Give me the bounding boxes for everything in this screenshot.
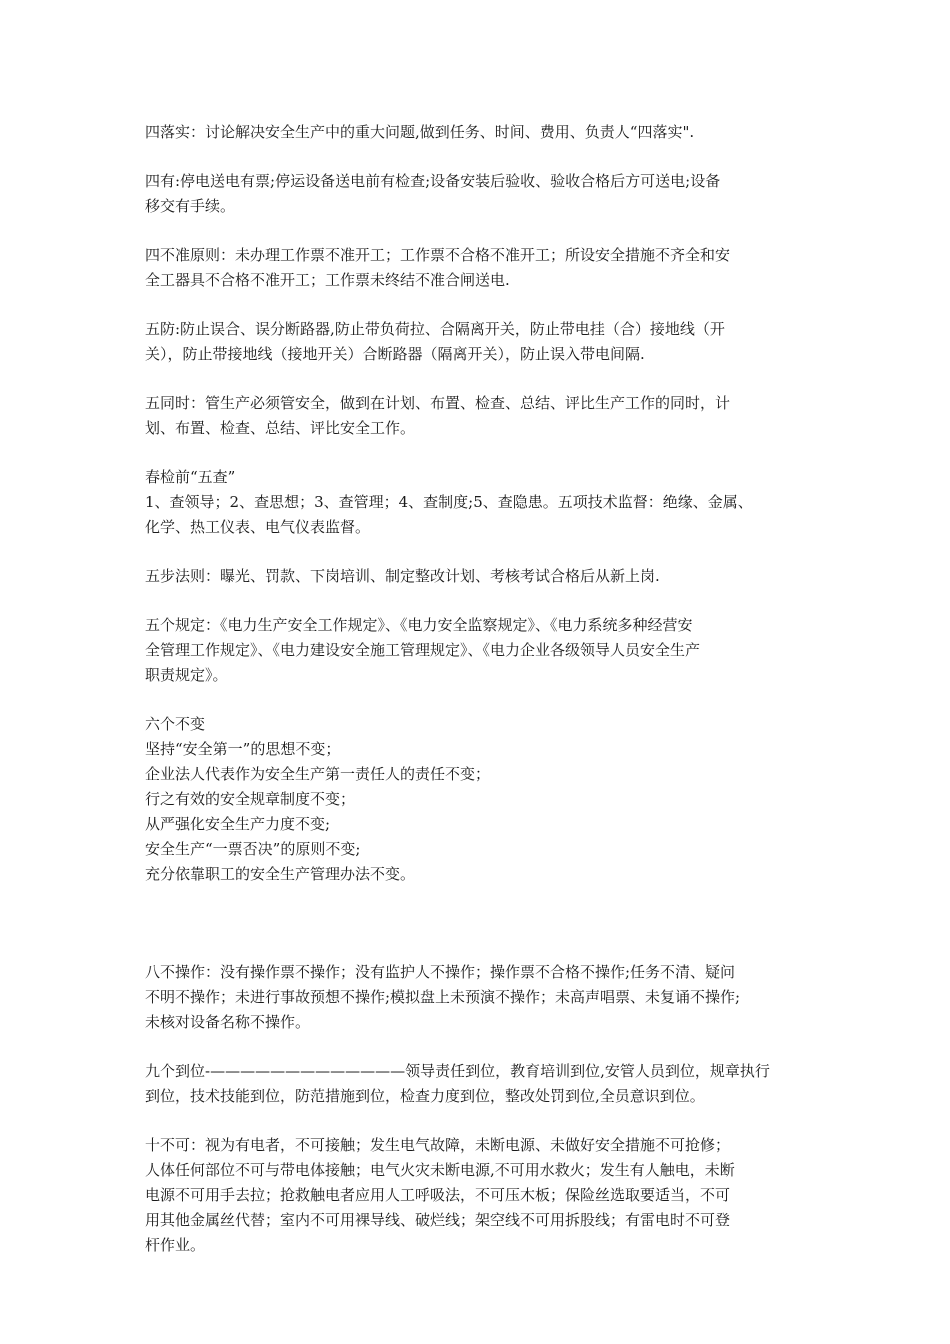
paragraph (145, 243, 815, 293)
text-line: 六个不变 (145, 715, 206, 733)
document-body (145, 120, 815, 1282)
text-line: 春检前“五查” (145, 468, 236, 486)
text-line: 从严强化安全生产力度不变; (145, 815, 331, 833)
section-spacer (145, 911, 815, 960)
paragraph (145, 960, 815, 1035)
text-line: 五同时：管生产必须管安全，做到在计划、布置、检查、总结、评比生产工作的同时，计 (145, 394, 731, 412)
text-line: 安全生产“一票否决”的原则不变; (145, 840, 361, 858)
text-line: 十不可：视为有电者，不可接触；发生电气故障，未断电源、未做好安全措施不可抢修； (145, 1136, 731, 1154)
paragraph (145, 391, 815, 441)
text-line: 四落实：讨论解决安全生产中的重大问题,做到任务、时间、费用、负责人“四落实". (145, 123, 695, 141)
text-line: 五步法则：曝光、罚款、下岗培训、制定整改计划、考核考试合格后从新上岗. (145, 567, 660, 585)
text-line: 化学、热工仪表、电气仪表监督。 (145, 518, 371, 536)
text-line: 用其他金属丝代替；室内不可用裸导线、破烂线；架空线不可用拆股线；有雷电时不可登 (145, 1211, 731, 1229)
text-line: 五防:防止误合、误分断路器,防止带负荷拉、合隔离开关，防止带电挂（合）接地线（开 (145, 320, 725, 338)
paragraph (145, 465, 815, 540)
text-line: 电源不可用手去拉；抢救触电者应用人工呼吸法，不可压木板；保险丝选取要适当，不可 (145, 1186, 731, 1204)
text-line: 四有:停电送电有票;停运设备送电前有检查;设备安装后验收、验收合格后方可送电;设备 (145, 172, 721, 190)
text-line: 行之有效的安全规章制度不变； (145, 790, 356, 808)
text-line: 人体任何部位不可与带电体接触；电气火灾未断电源,不可用水救火；发生有人触电，未断 (145, 1161, 735, 1179)
text-line: 杆作业。 (145, 1236, 206, 1254)
text-line: 九个到位-—————————————领导责任到位，教育培训到位,安管人员到位，规章执行 (145, 1062, 770, 1080)
text-line: 移交有手续。 (145, 197, 236, 215)
paragraph (145, 564, 815, 589)
paragraph (145, 1133, 815, 1258)
paragraph (145, 1059, 815, 1109)
paragraph (145, 712, 815, 887)
text-line: 职责规定》。 (145, 666, 228, 684)
paragraph (145, 169, 815, 219)
text-line: 到位，技术技能到位，防范措施到位，检查力度到位，整改处罚到位,全员意识到位。 (145, 1087, 705, 1105)
text-line: 坚持“安全第一”的思想不变； (145, 740, 341, 758)
text-line: 不明不操作；未进行事故预想不操作;模拟盘上未预演不操作；未高声唱票、未复诵不操作; (145, 988, 741, 1006)
text-line: 四不准原则：未办理工作票不准开工；工作票不合格不准开工；所设安全措施不齐全和安 (145, 246, 731, 264)
text-line: 八不操作：没有操作票不操作；没有监护人不操作；操作票不合格不操作;任务不清、疑问 (145, 963, 736, 981)
paragraph (145, 120, 815, 145)
text-line: 充分依靠职工的安全生产管理办法不变。 (145, 865, 416, 883)
text-line: 全管理工作规定》、《电力建设安全施工管理规定》、《电力企业各级领导人员安全生产 (145, 641, 701, 659)
text-line: 划、布置、检查、总结、评比安全工作。 (145, 419, 416, 437)
text-line: 1、查领导；2、查思想；3、查管理；4、查制度;5、查隐患。五项技术监督：绝缘、金属、 (145, 493, 753, 511)
paragraph (145, 317, 815, 367)
text-line: 未核对设备名称不操作。 (145, 1013, 311, 1031)
paragraph (145, 613, 815, 688)
text-line: 企业法人代表作为安全生产第一责任人的责任不变； (145, 765, 491, 783)
text-line: 全工器具不合格不准开工；工作票未终结不准合闸送电. (145, 271, 510, 289)
text-line: 五个规定：《电力生产安全工作规定》、《电力安全监察规定》、《电力系统多种经营安 (145, 616, 693, 634)
text-line: 关），防止带接地线（接地开关）合断路器（隔离开关），防止误入带电间隔. (145, 345, 645, 363)
